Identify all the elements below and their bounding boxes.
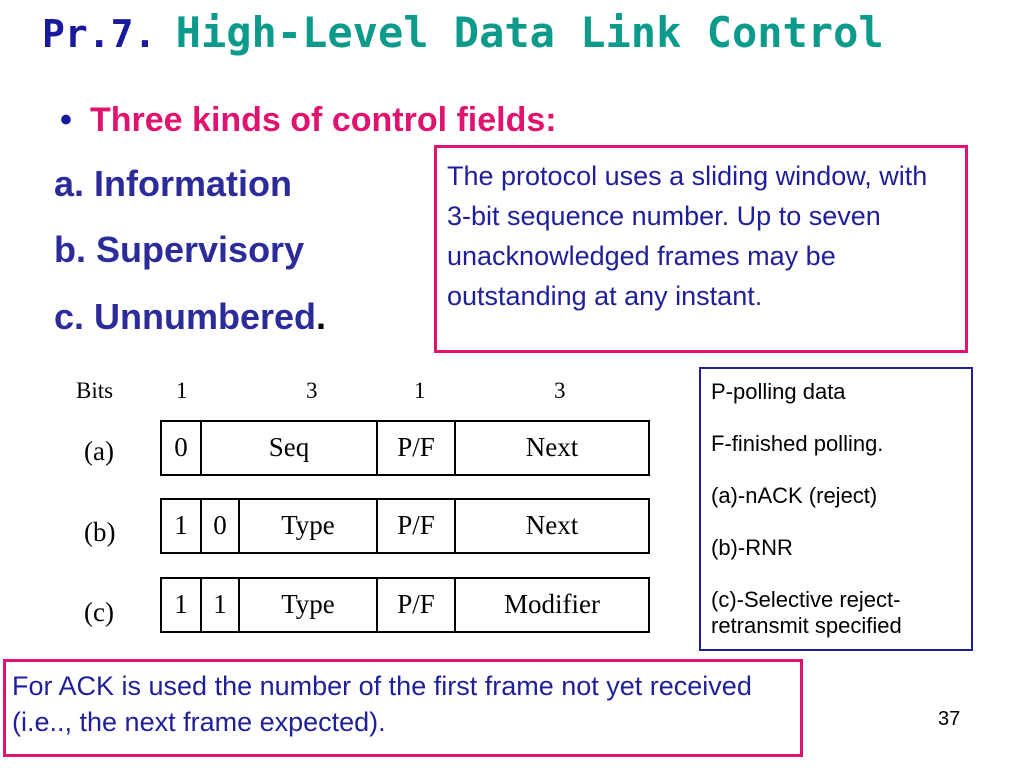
slide-title <box>42 8 884 57</box>
frame-b-label: (b) <box>84 517 116 547</box>
frame-c-bit-1: 1 <box>162 579 202 631</box>
frame-c-pf: P/F <box>378 579 456 631</box>
frame-a-label: (a) <box>84 436 114 466</box>
legend-box <box>699 367 973 651</box>
slide-title-name: High-Level Data Link Control <box>175 8 884 57</box>
frame-c-modifier: Modifier <box>504 589 600 619</box>
frame-c-label: (c) <box>84 597 114 627</box>
kind-information: a. Information <box>54 163 293 204</box>
bullet-heading <box>60 101 557 140</box>
frame-b-pf: P/F <box>378 500 456 552</box>
legend-a: (a)-nACK (reject) <box>711 483 878 508</box>
frame-a-pf: P/F <box>378 422 456 474</box>
legend-p: P-polling data <box>711 379 846 404</box>
frame-a-bit: 0 <box>162 422 202 474</box>
bits-label: Bits <box>76 378 114 403</box>
legend-b: (b)-RNR <box>711 535 793 560</box>
protocol-note-box: The protocol uses a sliding window, with 3-bit sequence number. Up to seven unacknowledged frames may be outstanding at any instant. <box>434 145 968 353</box>
frame-c-type: Type <box>240 579 378 631</box>
slide-title-number: Pr.7. <box>42 12 157 56</box>
frame-b <box>160 498 650 554</box>
frame-c <box>160 577 650 633</box>
kind-unnumbered-text: c. Unnumbered <box>54 296 317 337</box>
ack-note-box: For ACK is used the number of the first frame not yet received (i.e.., the next frame expected). <box>3 659 803 757</box>
frame-c-bit-2: 1 <box>202 579 240 631</box>
frame-b-type: Type <box>240 500 378 552</box>
bullet-heading-text: Three kinds of control fields: <box>90 101 557 139</box>
legend-f: F-finished polling. <box>711 431 884 456</box>
bits-width-4: 3 <box>554 378 566 403</box>
bullet-dot-icon: • <box>60 101 72 139</box>
frame-b-bit-2: 0 <box>202 500 240 552</box>
frame-b-bit-1: 1 <box>162 500 202 552</box>
bits-width-1: 1 <box>176 378 188 403</box>
frame-b-next: Next <box>525 510 579 540</box>
frame-a-next: Next <box>525 432 579 462</box>
frame-a <box>160 420 650 476</box>
page-number: 37 <box>938 708 961 730</box>
frame-a-seq: Seq <box>202 422 378 474</box>
kind-supervisory: b. Supervisory <box>54 229 305 270</box>
kind-unnumbered-period: . <box>316 296 327 337</box>
legend-c: (c)-Selective reject-retransmit specified <box>711 587 902 638</box>
bits-width-3: 1 <box>414 378 426 403</box>
kind-unnumbered <box>54 296 326 338</box>
bits-width-2: 3 <box>306 378 318 403</box>
